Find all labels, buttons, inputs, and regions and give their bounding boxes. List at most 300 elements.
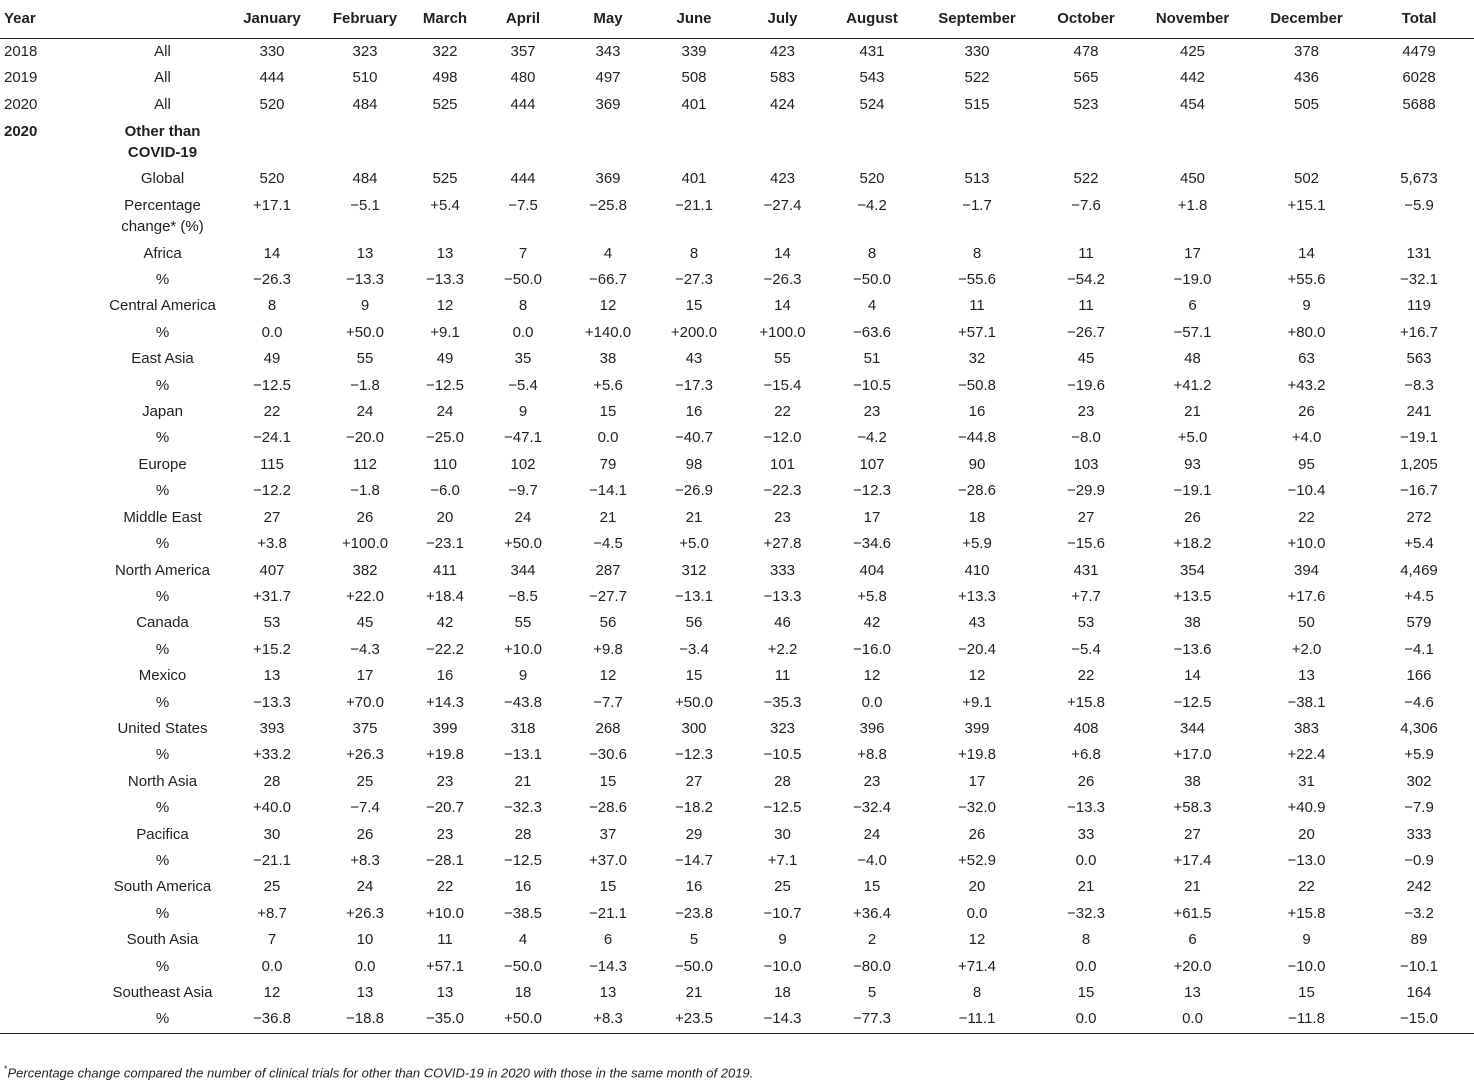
- value-cell: 32: [968, 350, 986, 368]
- value-cell: +9.8: [593, 640, 623, 658]
- value-cell: 401: [681, 170, 707, 188]
- value-cell: −77.3: [826, 1006, 918, 1033]
- total-cell: +5.9: [1404, 746, 1434, 764]
- value-cell: 8: [518, 297, 528, 315]
- value-cell: −43.8: [504, 693, 542, 711]
- table-row: [0, 425, 1474, 451]
- value-cell: −12.2: [253, 482, 291, 500]
- value-cell: 411: [433, 561, 457, 579]
- value-cell: −57.1: [1173, 323, 1212, 341]
- value-cell: 15: [599, 403, 617, 421]
- value-cell: −36.8: [225, 1006, 319, 1033]
- value-cell: 21: [514, 772, 532, 790]
- value-cell: 484: [352, 95, 378, 113]
- value-cell: +50.0: [504, 535, 542, 553]
- value-cell: +8.3: [567, 1006, 649, 1033]
- value-cell: 498: [432, 69, 458, 87]
- value-cell: 8: [689, 244, 699, 262]
- year-cell: [0, 531, 100, 557]
- value-cell: +15.8: [1067, 693, 1105, 711]
- value-cell: −5.4: [1071, 640, 1101, 658]
- value-cell: 450: [1179, 170, 1206, 188]
- value-cell: −6.0: [430, 482, 460, 500]
- column-header: December: [1249, 0, 1364, 39]
- value-cell: 12: [863, 667, 881, 685]
- value-cell: −7.5: [508, 196, 538, 214]
- value-cell: 16: [685, 878, 703, 896]
- row-label: Europe: [138, 455, 187, 473]
- total-cell: −32.1: [1400, 271, 1438, 289]
- total-cell: +4.5: [1404, 587, 1434, 605]
- value-cell: 444: [259, 69, 285, 87]
- value-cell: 20: [436, 508, 454, 526]
- total-cell: 333: [1406, 825, 1432, 843]
- column-header: September: [918, 0, 1036, 39]
- total-cell: −5.9: [1404, 196, 1434, 214]
- table-row: [0, 874, 1474, 900]
- value-cell: +50.0: [479, 1006, 567, 1033]
- value-cell: 53: [1077, 614, 1095, 632]
- year-cell: [0, 874, 100, 900]
- value-cell: −47.1: [504, 429, 542, 447]
- value-cell: −19.0: [1173, 271, 1212, 289]
- value-cell: 480: [510, 69, 536, 87]
- row-label: Mexico: [138, 667, 187, 685]
- year-cell: [0, 610, 100, 636]
- value-cell: +15.2: [253, 640, 291, 658]
- value-cell: +5.6: [593, 376, 623, 394]
- value-cell: +5.8: [857, 587, 887, 605]
- value-cell: 49: [263, 350, 281, 368]
- value-cell: 24: [356, 878, 374, 896]
- value-cell: 25: [774, 878, 791, 896]
- value-cell: 38: [1184, 772, 1201, 790]
- value-cell: 95: [1298, 455, 1315, 473]
- value-cell: +26.3: [346, 746, 384, 764]
- value-cell: 46: [774, 614, 791, 632]
- value-cell: −7.4: [350, 799, 380, 817]
- value-cell: −50.0: [504, 271, 542, 289]
- total-cell: −8.3: [1404, 376, 1434, 394]
- total-cell: 89: [1410, 931, 1428, 949]
- value-cell: [1036, 118, 1136, 166]
- column-header: March: [411, 0, 479, 39]
- row-label: All: [154, 95, 171, 113]
- total-cell: −19.1: [1400, 429, 1438, 447]
- value-cell: [411, 118, 479, 166]
- value-cell: 505: [1293, 95, 1320, 113]
- value-cell: 520: [259, 95, 285, 113]
- value-cell: 26: [356, 508, 374, 526]
- value-cell: 378: [1293, 43, 1320, 60]
- value-cell: +1.8: [1177, 196, 1208, 214]
- table-row: [0, 901, 1474, 927]
- value-cell: 24: [356, 403, 374, 421]
- row-label: %: [155, 957, 170, 975]
- table-row: [0, 293, 1474, 319]
- value-cell: −32.3: [504, 799, 542, 817]
- value-cell: −11.1: [918, 1006, 1036, 1033]
- column-header: April: [479, 0, 567, 39]
- value-cell: 55: [774, 350, 791, 368]
- value-cell: −26.9: [675, 482, 713, 500]
- total-cell: 302: [1406, 772, 1432, 790]
- value-cell: 520: [259, 170, 285, 188]
- value-cell: [739, 118, 826, 166]
- value-cell: 43: [685, 350, 703, 368]
- value-cell: −11.8: [1249, 1006, 1364, 1033]
- value-cell: 25: [356, 772, 374, 790]
- value-cell: 444: [510, 95, 536, 113]
- total-cell: 6028: [1402, 69, 1436, 87]
- value-cell: −35.3: [763, 693, 802, 711]
- value-cell: 382: [352, 561, 378, 579]
- value-cell: −28.6: [958, 482, 996, 500]
- value-cell: 56: [685, 614, 703, 632]
- year-cell: [0, 954, 100, 980]
- value-cell: 339: [681, 43, 707, 60]
- footnote-text: Percentage change compared the number of clinical trials for other than COVID-19 in 2020 with those in the same month of 2019.: [7, 1065, 754, 1081]
- value-cell: −55.6: [958, 271, 996, 289]
- value-cell: −25.0: [426, 429, 464, 447]
- value-cell: 12: [599, 297, 617, 315]
- value-cell: −1.7: [962, 196, 992, 214]
- value-cell: −13.6: [1173, 640, 1212, 658]
- value-cell: 8: [972, 984, 982, 1001]
- year-cell: [0, 690, 100, 716]
- value-cell: +5.0: [1177, 429, 1208, 447]
- value-cell: 51: [863, 350, 881, 368]
- year-cell: 2020: [4, 123, 38, 141]
- total-cell: 4479: [1402, 43, 1436, 60]
- value-cell: +71.4: [958, 957, 996, 975]
- value-cell: +57.1: [426, 957, 464, 975]
- table-row: [0, 193, 1474, 241]
- row-label: %: [155, 429, 170, 447]
- row-label: Japan: [142, 403, 183, 421]
- value-cell: −28.1: [426, 851, 464, 869]
- value-cell: 442: [1179, 69, 1206, 87]
- value-cell: [649, 118, 739, 166]
- value-cell: +57.1: [958, 323, 996, 341]
- value-cell: 103: [1073, 455, 1099, 473]
- year-cell: 2019: [4, 69, 38, 87]
- value-cell: 28: [514, 825, 532, 843]
- total-cell: 164: [1406, 984, 1432, 1001]
- value-cell: +23.5: [649, 1006, 739, 1033]
- value-cell: 323: [769, 719, 796, 737]
- section-heading-row: [0, 118, 1474, 166]
- year-cell: [0, 1006, 100, 1033]
- table-row: [0, 822, 1474, 848]
- value-cell: +36.4: [853, 904, 891, 922]
- value-cell: +140.0: [584, 323, 632, 341]
- total-cell: 4,306: [1400, 719, 1438, 737]
- value-cell: 23: [863, 403, 881, 421]
- value-cell: +80.0: [1287, 323, 1326, 341]
- table-row: [0, 531, 1474, 557]
- row-label: %: [155, 693, 170, 711]
- value-cell: 24: [863, 825, 881, 843]
- value-cell: −13.3: [1067, 799, 1105, 817]
- value-cell: 24: [436, 403, 454, 421]
- row-label: %: [155, 587, 170, 605]
- row-label: %: [155, 851, 170, 869]
- value-cell: −17.3: [675, 376, 713, 394]
- row-label: All: [154, 43, 171, 60]
- table-row: [0, 399, 1474, 425]
- value-cell: 0.0: [1036, 1006, 1136, 1033]
- value-cell: −3.4: [679, 640, 709, 658]
- table-row: [0, 65, 1474, 91]
- value-cell: −1.8: [350, 376, 380, 394]
- value-cell: 15: [863, 878, 881, 896]
- value-cell: 55: [356, 350, 374, 368]
- value-cell: 9: [360, 297, 370, 315]
- value-cell: 425: [1179, 43, 1206, 60]
- value-cell: +19.8: [426, 746, 464, 764]
- value-cell: −22.2: [426, 640, 464, 658]
- value-cell: 354: [1179, 561, 1206, 579]
- value-cell: +200.0: [670, 323, 718, 341]
- value-cell: 4: [603, 244, 613, 262]
- value-cell: +19.8: [958, 746, 996, 764]
- value-cell: −13.3: [426, 271, 464, 289]
- value-cell: [1249, 118, 1364, 166]
- value-cell: 93: [1184, 455, 1201, 473]
- value-cell: 26: [1077, 772, 1095, 790]
- value-cell: +2.2: [767, 640, 798, 658]
- table-row: [0, 39, 1474, 66]
- value-cell: 26: [968, 825, 986, 843]
- total-cell: 272: [1406, 508, 1432, 526]
- value-cell: 344: [510, 561, 536, 579]
- value-cell: 9: [518, 667, 528, 685]
- value-cell: −12.3: [675, 746, 713, 764]
- value-cell: 4: [867, 297, 877, 315]
- value-cell: 5: [689, 931, 699, 949]
- value-cell: +7.1: [767, 851, 798, 869]
- value-cell: +37.0: [589, 851, 627, 869]
- value-cell: +15.1: [1287, 196, 1326, 214]
- year-cell: [0, 795, 100, 821]
- value-cell: +33.2: [253, 746, 291, 764]
- table-row: [0, 558, 1474, 584]
- header-row: [0, 0, 1474, 39]
- value-cell: 21: [1077, 878, 1095, 896]
- value-cell: 333: [769, 561, 796, 579]
- value-cell: 22: [1298, 878, 1315, 896]
- value-cell: −27.7: [589, 587, 627, 605]
- total-cell: +5.4: [1404, 535, 1434, 553]
- total-cell: +16.7: [1400, 323, 1438, 341]
- value-cell: 50: [1298, 614, 1315, 632]
- value-cell: −4.5: [593, 535, 623, 553]
- value-cell: 410: [964, 561, 990, 579]
- total-cell: 4,469: [1400, 561, 1438, 579]
- total-cell: 1,205: [1400, 455, 1438, 473]
- column-header: June: [649, 0, 739, 39]
- value-cell: 14: [1184, 667, 1201, 685]
- total-cell: −16.7: [1400, 482, 1438, 500]
- table-row: [0, 637, 1474, 663]
- value-cell: 26: [356, 825, 374, 843]
- value-cell: 30: [263, 825, 281, 843]
- value-cell: 344: [1179, 719, 1206, 737]
- column-header: May: [567, 0, 649, 39]
- value-cell: +14.3: [426, 693, 464, 711]
- row-label: Global: [140, 170, 185, 188]
- total-cell: −10.1: [1400, 957, 1438, 975]
- value-cell: 268: [595, 719, 621, 737]
- value-cell: 330: [259, 43, 285, 60]
- value-cell: 15: [685, 297, 703, 315]
- value-cell: −40.7: [675, 429, 713, 447]
- value-cell: −12.3: [853, 482, 891, 500]
- value-cell: +13.3: [958, 587, 996, 605]
- table-row: [0, 267, 1474, 293]
- value-cell: −20.0: [346, 429, 384, 447]
- value-cell: −50.0: [675, 957, 713, 975]
- value-cell: −13.0: [1287, 851, 1326, 869]
- value-cell: 29: [685, 825, 703, 843]
- value-cell: 17: [863, 508, 881, 526]
- year-cell: [0, 193, 100, 241]
- value-cell: −8.0: [1071, 429, 1101, 447]
- value-cell: 8: [1081, 931, 1091, 949]
- value-cell: 15: [1298, 984, 1315, 1001]
- year-cell: [0, 901, 100, 927]
- value-cell: 478: [1073, 43, 1099, 60]
- value-cell: +8.3: [350, 851, 380, 869]
- value-cell: +100.0: [341, 535, 389, 553]
- value-cell: −10.0: [763, 957, 802, 975]
- value-cell: 408: [1073, 719, 1099, 737]
- value-cell: 22: [1298, 508, 1315, 526]
- value-cell: 21: [599, 508, 617, 526]
- value-cell: [918, 118, 1036, 166]
- value-cell: 4: [518, 931, 528, 949]
- value-cell: 0.0: [597, 429, 619, 447]
- value-cell: +61.5: [1173, 904, 1212, 922]
- value-cell: 14: [1298, 244, 1315, 262]
- value-cell: 45: [356, 614, 374, 632]
- value-cell: −26.7: [1067, 323, 1105, 341]
- value-cell: −4.0: [857, 851, 887, 869]
- value-cell: 6: [1188, 931, 1197, 949]
- value-cell: 13: [436, 984, 454, 1001]
- value-cell: −23.1: [426, 535, 464, 553]
- value-cell: −35.0: [411, 1006, 479, 1033]
- value-cell: −1.8: [350, 482, 380, 500]
- value-cell: 10: [356, 931, 374, 949]
- value-cell: −7.7: [593, 693, 623, 711]
- value-cell: −10.4: [1287, 482, 1326, 500]
- table-row: [0, 848, 1474, 874]
- value-cell: +17.1: [253, 196, 291, 214]
- value-cell: 11: [1078, 297, 1094, 315]
- value-cell: −30.6: [589, 746, 627, 764]
- value-cell: +17.6: [1287, 587, 1326, 605]
- row-label: Pacifica: [136, 825, 189, 843]
- value-cell: −38.1: [1287, 693, 1326, 711]
- value-cell: 0.0: [1075, 851, 1097, 869]
- value-cell: +18.2: [1173, 535, 1212, 553]
- value-cell: +4.0: [1291, 429, 1322, 447]
- year-cell: [0, 166, 100, 192]
- value-cell: 12: [968, 667, 986, 685]
- value-cell: −32.3: [1067, 904, 1105, 922]
- value-cell: 27: [1184, 825, 1201, 843]
- value-cell: 14: [774, 244, 791, 262]
- value-cell: −32.4: [853, 799, 891, 817]
- value-cell: 16: [968, 403, 986, 421]
- value-cell: 502: [1293, 170, 1320, 188]
- value-cell: 524: [859, 95, 885, 113]
- value-cell: +43.2: [1287, 376, 1326, 394]
- value-cell: 508: [681, 69, 707, 87]
- value-cell: [319, 118, 411, 166]
- value-cell: 11: [774, 667, 791, 685]
- value-cell: +3.8: [257, 535, 287, 553]
- column-header: October: [1036, 0, 1136, 39]
- year-cell: [0, 346, 100, 372]
- value-cell: −26.3: [253, 271, 291, 289]
- year-cell: [0, 241, 100, 267]
- footnote: [4, 1064, 753, 1080]
- value-cell: +22.0: [346, 587, 384, 605]
- value-cell: 13: [356, 244, 374, 262]
- total-cell: −15.0: [1364, 1006, 1474, 1033]
- value-cell: −27.4: [763, 196, 802, 214]
- column-header: January: [225, 0, 319, 39]
- value-cell: 18: [514, 984, 532, 1001]
- value-cell: +10.0: [1287, 535, 1326, 553]
- value-cell: 9: [518, 403, 528, 421]
- value-cell: −12.0: [763, 429, 802, 447]
- value-cell: −13.3: [253, 693, 291, 711]
- value-cell: +22.4: [1287, 746, 1326, 764]
- table-row: [0, 610, 1474, 636]
- value-cell: +17.0: [1173, 746, 1212, 764]
- value-cell: −18.2: [675, 799, 713, 817]
- value-cell: 404: [859, 561, 885, 579]
- value-cell: 525: [432, 95, 458, 113]
- total-cell: 579: [1406, 614, 1432, 632]
- year-cell: [0, 558, 100, 584]
- total-cell: −3.2: [1404, 904, 1434, 922]
- value-cell: −32.0: [958, 799, 996, 817]
- value-cell: 431: [859, 43, 885, 60]
- value-cell: −19.1: [1173, 482, 1212, 500]
- total-cell: 5688: [1402, 95, 1436, 113]
- year-cell: [0, 742, 100, 768]
- value-cell: [567, 118, 649, 166]
- value-cell: +8.7: [257, 904, 287, 922]
- value-cell: −20.7: [426, 799, 464, 817]
- value-cell: 27: [685, 772, 703, 790]
- value-cell: −13.3: [346, 271, 384, 289]
- value-cell: 520: [859, 170, 885, 188]
- total-cell: 131: [1406, 244, 1432, 262]
- value-cell: −20.4: [958, 640, 996, 658]
- value-cell: −26.3: [763, 271, 802, 289]
- value-cell: 525: [432, 170, 458, 188]
- value-cell: 0.0: [966, 904, 988, 922]
- value-cell: −14.3: [739, 1006, 826, 1033]
- value-cell: 33: [1077, 825, 1095, 843]
- year-cell: [0, 425, 100, 451]
